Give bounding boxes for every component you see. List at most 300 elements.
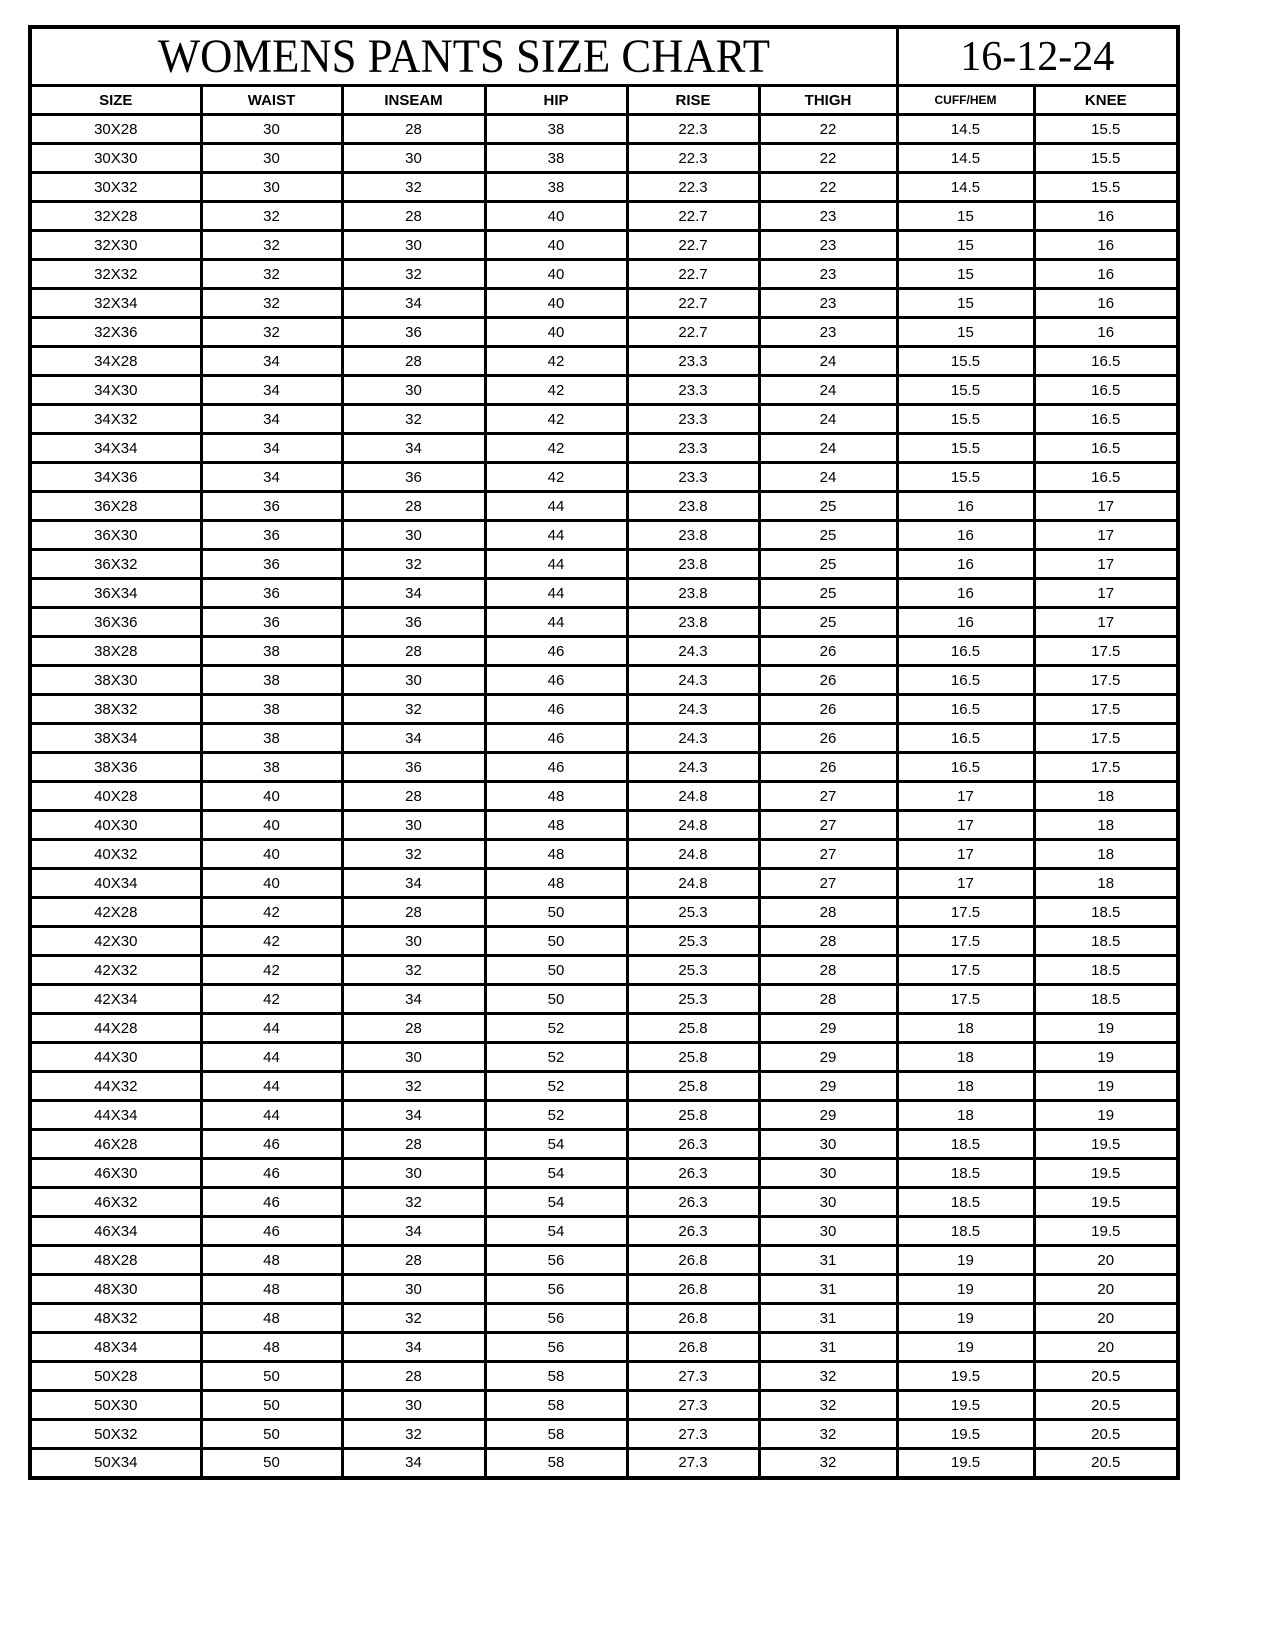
value-cell: 15.5 bbox=[1034, 173, 1178, 202]
value-cell: 31 bbox=[759, 1246, 897, 1275]
value-cell: 34 bbox=[342, 985, 485, 1014]
value-cell: 28 bbox=[342, 115, 485, 144]
value-cell: 30 bbox=[342, 811, 485, 840]
value-cell: 30 bbox=[342, 666, 485, 695]
value-cell: 44 bbox=[485, 579, 627, 608]
value-cell: 23 bbox=[759, 231, 897, 260]
table-row bbox=[30, 202, 1178, 231]
value-cell: 15.5 bbox=[897, 463, 1034, 492]
value-cell: 34 bbox=[342, 1217, 485, 1246]
value-cell: 46 bbox=[485, 637, 627, 666]
value-cell: 32 bbox=[201, 231, 342, 260]
value-cell: 22.3 bbox=[627, 115, 759, 144]
value-cell: 32 bbox=[201, 202, 342, 231]
value-cell: 34 bbox=[201, 347, 342, 376]
value-cell: 44 bbox=[485, 521, 627, 550]
value-cell: 20.5 bbox=[1034, 1449, 1178, 1478]
value-cell: 34 bbox=[342, 869, 485, 898]
value-cell: 29 bbox=[759, 1101, 897, 1130]
value-cell: 24.3 bbox=[627, 666, 759, 695]
value-cell: 42 bbox=[485, 434, 627, 463]
value-cell: 26.8 bbox=[627, 1246, 759, 1275]
value-cell: 56 bbox=[485, 1333, 627, 1362]
value-cell: 31 bbox=[759, 1275, 897, 1304]
value-cell: 25 bbox=[759, 492, 897, 521]
value-cell: 17.5 bbox=[897, 927, 1034, 956]
size-cell: 40X32 bbox=[30, 840, 201, 869]
value-cell: 30 bbox=[342, 231, 485, 260]
value-cell: 50 bbox=[485, 898, 627, 927]
size-cell: 42X34 bbox=[30, 985, 201, 1014]
value-cell: 50 bbox=[201, 1420, 342, 1449]
value-cell: 34 bbox=[342, 1101, 485, 1130]
value-cell: 17.5 bbox=[1034, 724, 1178, 753]
value-cell: 23.3 bbox=[627, 434, 759, 463]
value-cell: 26.3 bbox=[627, 1217, 759, 1246]
value-cell: 30 bbox=[342, 376, 485, 405]
value-cell: 15 bbox=[897, 318, 1034, 347]
value-cell: 24.3 bbox=[627, 695, 759, 724]
value-cell: 42 bbox=[201, 985, 342, 1014]
value-cell: 20 bbox=[1034, 1275, 1178, 1304]
value-cell: 16.5 bbox=[897, 753, 1034, 782]
value-cell: 20 bbox=[1034, 1333, 1178, 1362]
value-cell: 36 bbox=[201, 521, 342, 550]
value-cell: 58 bbox=[485, 1449, 627, 1478]
value-cell: 18.5 bbox=[1034, 927, 1178, 956]
value-cell: 27.3 bbox=[627, 1449, 759, 1478]
size-cell: 48X28 bbox=[30, 1246, 201, 1275]
value-cell: 50 bbox=[201, 1362, 342, 1391]
value-cell: 28 bbox=[342, 492, 485, 521]
value-cell: 16 bbox=[897, 608, 1034, 637]
value-cell: 46 bbox=[485, 695, 627, 724]
value-cell: 28 bbox=[759, 927, 897, 956]
value-cell: 22 bbox=[759, 173, 897, 202]
value-cell: 16 bbox=[1034, 202, 1178, 231]
table-row bbox=[30, 1159, 1178, 1188]
value-cell: 16 bbox=[897, 521, 1034, 550]
value-cell: 19 bbox=[1034, 1072, 1178, 1101]
size-cell: 48X32 bbox=[30, 1304, 201, 1333]
table-row bbox=[30, 1420, 1178, 1449]
value-cell: 34 bbox=[342, 724, 485, 753]
table-row bbox=[30, 1246, 1178, 1275]
table-row bbox=[30, 318, 1178, 347]
value-cell: 40 bbox=[201, 840, 342, 869]
value-cell: 24.8 bbox=[627, 840, 759, 869]
table-row bbox=[30, 1014, 1178, 1043]
value-cell: 32 bbox=[759, 1391, 897, 1420]
value-cell: 23.8 bbox=[627, 550, 759, 579]
value-cell: 22.7 bbox=[627, 260, 759, 289]
value-cell: 26 bbox=[759, 753, 897, 782]
size-cell: 48X30 bbox=[30, 1275, 201, 1304]
value-cell: 14.5 bbox=[897, 115, 1034, 144]
value-cell: 25 bbox=[759, 550, 897, 579]
size-cell: 38X30 bbox=[30, 666, 201, 695]
column-header-thigh: THIGH bbox=[759, 86, 897, 115]
value-cell: 44 bbox=[201, 1101, 342, 1130]
value-cell: 18 bbox=[1034, 869, 1178, 898]
value-cell: 46 bbox=[201, 1130, 342, 1159]
value-cell: 19.5 bbox=[1034, 1217, 1178, 1246]
value-cell: 15.5 bbox=[897, 347, 1034, 376]
value-cell: 16.5 bbox=[897, 666, 1034, 695]
value-cell: 16.5 bbox=[1034, 347, 1178, 376]
size-cell: 44X28 bbox=[30, 1014, 201, 1043]
value-cell: 58 bbox=[485, 1420, 627, 1449]
size-cell: 34X36 bbox=[30, 463, 201, 492]
value-cell: 28 bbox=[759, 956, 897, 985]
value-cell: 32 bbox=[342, 695, 485, 724]
value-cell: 30 bbox=[342, 521, 485, 550]
column-header-hip: HIP bbox=[485, 86, 627, 115]
value-cell: 32 bbox=[201, 260, 342, 289]
value-cell: 30 bbox=[759, 1217, 897, 1246]
size-cell: 34X32 bbox=[30, 405, 201, 434]
size-cell: 48X34 bbox=[30, 1333, 201, 1362]
size-cell: 32X32 bbox=[30, 260, 201, 289]
value-cell: 26.8 bbox=[627, 1275, 759, 1304]
value-cell: 30 bbox=[342, 1043, 485, 1072]
table-row bbox=[30, 666, 1178, 695]
value-cell: 30 bbox=[759, 1159, 897, 1188]
table-row bbox=[30, 173, 1178, 202]
table-row bbox=[30, 1391, 1178, 1420]
value-cell: 30 bbox=[342, 1275, 485, 1304]
value-cell: 44 bbox=[201, 1072, 342, 1101]
value-cell: 42 bbox=[485, 463, 627, 492]
value-cell: 18 bbox=[897, 1101, 1034, 1130]
value-cell: 27.3 bbox=[627, 1362, 759, 1391]
value-cell: 18.5 bbox=[897, 1188, 1034, 1217]
value-cell: 40 bbox=[201, 869, 342, 898]
value-cell: 23.8 bbox=[627, 492, 759, 521]
value-cell: 17.5 bbox=[897, 898, 1034, 927]
value-cell: 17.5 bbox=[897, 956, 1034, 985]
value-cell: 15 bbox=[897, 289, 1034, 318]
value-cell: 19 bbox=[1034, 1101, 1178, 1130]
table-row bbox=[30, 811, 1178, 840]
value-cell: 24.8 bbox=[627, 782, 759, 811]
value-cell: 44 bbox=[485, 550, 627, 579]
value-cell: 27 bbox=[759, 811, 897, 840]
value-cell: 18 bbox=[897, 1043, 1034, 1072]
value-cell: 38 bbox=[485, 144, 627, 173]
value-cell: 56 bbox=[485, 1246, 627, 1275]
size-cell: 50X30 bbox=[30, 1391, 201, 1420]
table-row bbox=[30, 463, 1178, 492]
size-cell: 36X34 bbox=[30, 579, 201, 608]
value-cell: 52 bbox=[485, 1101, 627, 1130]
page-title-text: WOMENS PANTS SIZE CHART bbox=[157, 30, 770, 83]
value-cell: 48 bbox=[201, 1304, 342, 1333]
value-cell: 18.5 bbox=[1034, 898, 1178, 927]
value-cell: 16 bbox=[1034, 318, 1178, 347]
value-cell: 32 bbox=[759, 1449, 897, 1478]
value-cell: 23 bbox=[759, 289, 897, 318]
table-row bbox=[30, 1275, 1178, 1304]
value-cell: 17.5 bbox=[1034, 637, 1178, 666]
size-cell: 46X32 bbox=[30, 1188, 201, 1217]
value-cell: 32 bbox=[342, 550, 485, 579]
table-row bbox=[30, 1362, 1178, 1391]
value-cell: 15 bbox=[897, 260, 1034, 289]
value-cell: 24 bbox=[759, 463, 897, 492]
value-cell: 30 bbox=[759, 1130, 897, 1159]
value-cell: 20.5 bbox=[1034, 1391, 1178, 1420]
value-cell: 46 bbox=[201, 1217, 342, 1246]
value-cell: 14.5 bbox=[897, 173, 1034, 202]
value-cell: 26.3 bbox=[627, 1159, 759, 1188]
value-cell: 24.8 bbox=[627, 811, 759, 840]
value-cell: 34 bbox=[201, 376, 342, 405]
size-cell: 36X32 bbox=[30, 550, 201, 579]
value-cell: 26.8 bbox=[627, 1333, 759, 1362]
value-cell: 19 bbox=[1034, 1014, 1178, 1043]
size-cell: 32X34 bbox=[30, 289, 201, 318]
value-cell: 32 bbox=[759, 1362, 897, 1391]
value-cell: 17.5 bbox=[1034, 666, 1178, 695]
value-cell: 40 bbox=[201, 782, 342, 811]
size-cell: 36X36 bbox=[30, 608, 201, 637]
value-cell: 36 bbox=[201, 492, 342, 521]
value-cell: 17 bbox=[897, 811, 1034, 840]
value-cell: 25.8 bbox=[627, 1014, 759, 1043]
value-cell: 44 bbox=[485, 608, 627, 637]
value-cell: 26.3 bbox=[627, 1188, 759, 1217]
table-row bbox=[30, 724, 1178, 753]
value-cell: 23.3 bbox=[627, 405, 759, 434]
value-cell: 16.5 bbox=[897, 695, 1034, 724]
value-cell: 32 bbox=[342, 1072, 485, 1101]
value-cell: 23.3 bbox=[627, 376, 759, 405]
value-cell: 40 bbox=[485, 260, 627, 289]
value-cell: 50 bbox=[485, 956, 627, 985]
size-cell: 50X34 bbox=[30, 1449, 201, 1478]
value-cell: 32 bbox=[342, 173, 485, 202]
column-header-knee: KNEE bbox=[1034, 86, 1178, 115]
value-cell: 50 bbox=[201, 1449, 342, 1478]
size-cell: 34X28 bbox=[30, 347, 201, 376]
value-cell: 46 bbox=[485, 666, 627, 695]
value-cell: 19 bbox=[897, 1333, 1034, 1362]
table-row bbox=[30, 1449, 1178, 1478]
table-row bbox=[30, 782, 1178, 811]
size-cell: 50X28 bbox=[30, 1362, 201, 1391]
value-cell: 26 bbox=[759, 724, 897, 753]
size-cell: 36X28 bbox=[30, 492, 201, 521]
table-row bbox=[30, 637, 1178, 666]
value-cell: 20.5 bbox=[1034, 1362, 1178, 1391]
value-cell: 32 bbox=[201, 289, 342, 318]
table-row bbox=[30, 579, 1178, 608]
value-cell: 17 bbox=[1034, 579, 1178, 608]
value-cell: 36 bbox=[201, 579, 342, 608]
value-cell: 16 bbox=[1034, 231, 1178, 260]
value-cell: 42 bbox=[201, 927, 342, 956]
size-chart-table bbox=[28, 25, 1180, 1480]
value-cell: 34 bbox=[342, 434, 485, 463]
table-row bbox=[30, 898, 1178, 927]
value-cell: 18.5 bbox=[1034, 956, 1178, 985]
column-header-waist: WAIST bbox=[201, 86, 342, 115]
value-cell: 24.3 bbox=[627, 753, 759, 782]
table-row bbox=[30, 1217, 1178, 1246]
value-cell: 25.8 bbox=[627, 1101, 759, 1130]
value-cell: 36 bbox=[342, 753, 485, 782]
value-cell: 28 bbox=[342, 898, 485, 927]
size-cell: 46X30 bbox=[30, 1159, 201, 1188]
table-row bbox=[30, 840, 1178, 869]
value-cell: 30 bbox=[342, 927, 485, 956]
value-cell: 56 bbox=[485, 1275, 627, 1304]
value-cell: 15.5 bbox=[897, 405, 1034, 434]
size-cell: 34X34 bbox=[30, 434, 201, 463]
table-row bbox=[30, 956, 1178, 985]
value-cell: 40 bbox=[485, 231, 627, 260]
value-cell: 38 bbox=[485, 115, 627, 144]
table-row bbox=[30, 260, 1178, 289]
table-row bbox=[30, 289, 1178, 318]
value-cell: 23 bbox=[759, 202, 897, 231]
value-cell: 27.3 bbox=[627, 1420, 759, 1449]
value-cell: 48 bbox=[485, 840, 627, 869]
value-cell: 50 bbox=[485, 927, 627, 956]
value-cell: 25.8 bbox=[627, 1072, 759, 1101]
value-cell: 25 bbox=[759, 579, 897, 608]
value-cell: 22.3 bbox=[627, 144, 759, 173]
size-cell: 42X28 bbox=[30, 898, 201, 927]
table-row bbox=[30, 1130, 1178, 1159]
value-cell: 38 bbox=[201, 695, 342, 724]
value-cell: 28 bbox=[342, 1362, 485, 1391]
value-cell: 16 bbox=[1034, 289, 1178, 318]
value-cell: 24 bbox=[759, 434, 897, 463]
chart-date: 16-12-24 bbox=[897, 27, 1178, 86]
table-row bbox=[30, 550, 1178, 579]
value-cell: 16 bbox=[897, 492, 1034, 521]
size-cell: 50X32 bbox=[30, 1420, 201, 1449]
value-cell: 19 bbox=[897, 1304, 1034, 1333]
value-cell: 46 bbox=[201, 1188, 342, 1217]
size-cell: 44X32 bbox=[30, 1072, 201, 1101]
size-cell: 32X28 bbox=[30, 202, 201, 231]
table-row bbox=[30, 927, 1178, 956]
size-cell: 38X34 bbox=[30, 724, 201, 753]
value-cell: 18.5 bbox=[1034, 985, 1178, 1014]
value-cell: 38 bbox=[201, 724, 342, 753]
value-cell: 34 bbox=[201, 434, 342, 463]
table-row bbox=[30, 376, 1178, 405]
value-cell: 27 bbox=[759, 869, 897, 898]
value-cell: 17.5 bbox=[1034, 753, 1178, 782]
value-cell: 16 bbox=[897, 579, 1034, 608]
value-cell: 54 bbox=[485, 1130, 627, 1159]
size-cell: 30X28 bbox=[30, 115, 201, 144]
value-cell: 24 bbox=[759, 376, 897, 405]
value-cell: 52 bbox=[485, 1043, 627, 1072]
value-cell: 19.5 bbox=[897, 1362, 1034, 1391]
size-cell: 38X36 bbox=[30, 753, 201, 782]
size-cell: 42X30 bbox=[30, 927, 201, 956]
value-cell: 42 bbox=[485, 405, 627, 434]
table-row bbox=[30, 1188, 1178, 1217]
value-cell: 38 bbox=[485, 173, 627, 202]
value-cell: 34 bbox=[201, 463, 342, 492]
size-cell: 44X34 bbox=[30, 1101, 201, 1130]
table-row bbox=[30, 144, 1178, 173]
table-row bbox=[30, 405, 1178, 434]
table-row bbox=[30, 695, 1178, 724]
value-cell: 32 bbox=[201, 318, 342, 347]
value-cell: 17.5 bbox=[897, 985, 1034, 1014]
value-cell: 17 bbox=[1034, 521, 1178, 550]
value-cell: 38 bbox=[201, 637, 342, 666]
value-cell: 22 bbox=[759, 144, 897, 173]
value-cell: 32 bbox=[342, 1420, 485, 1449]
size-cell: 30X30 bbox=[30, 144, 201, 173]
value-cell: 54 bbox=[485, 1188, 627, 1217]
value-cell: 31 bbox=[759, 1333, 897, 1362]
value-cell: 18.5 bbox=[897, 1217, 1034, 1246]
value-cell: 25 bbox=[759, 608, 897, 637]
size-cell: 32X36 bbox=[30, 318, 201, 347]
value-cell: 19 bbox=[897, 1275, 1034, 1304]
value-cell: 16 bbox=[1034, 260, 1178, 289]
value-cell: 20 bbox=[1034, 1246, 1178, 1275]
table-row bbox=[30, 1333, 1178, 1362]
value-cell: 52 bbox=[485, 1014, 627, 1043]
value-cell: 24 bbox=[759, 405, 897, 434]
size-cell: 40X28 bbox=[30, 782, 201, 811]
table-row bbox=[30, 1304, 1178, 1333]
table-body bbox=[30, 115, 1178, 1478]
value-cell: 25.3 bbox=[627, 985, 759, 1014]
value-cell: 30 bbox=[201, 173, 342, 202]
value-cell: 27 bbox=[759, 840, 897, 869]
value-cell: 28 bbox=[342, 347, 485, 376]
value-cell: 15.5 bbox=[897, 376, 1034, 405]
value-cell: 20.5 bbox=[1034, 1420, 1178, 1449]
value-cell: 17 bbox=[1034, 608, 1178, 637]
value-cell: 50 bbox=[485, 985, 627, 1014]
value-cell: 30 bbox=[342, 144, 485, 173]
value-cell: 24.8 bbox=[627, 869, 759, 898]
value-cell: 23 bbox=[759, 318, 897, 347]
value-cell: 48 bbox=[485, 782, 627, 811]
value-cell: 26 bbox=[759, 666, 897, 695]
value-cell: 14.5 bbox=[897, 144, 1034, 173]
value-cell: 22.7 bbox=[627, 318, 759, 347]
value-cell: 28 bbox=[342, 1246, 485, 1275]
value-cell: 32 bbox=[342, 1188, 485, 1217]
value-cell: 25.8 bbox=[627, 1043, 759, 1072]
value-cell: 18.5 bbox=[897, 1130, 1034, 1159]
value-cell: 46 bbox=[485, 724, 627, 753]
value-cell: 27.3 bbox=[627, 1391, 759, 1420]
value-cell: 40 bbox=[485, 318, 627, 347]
value-cell: 30 bbox=[342, 1159, 485, 1188]
value-cell: 32 bbox=[759, 1420, 897, 1449]
value-cell: 19 bbox=[897, 1246, 1034, 1275]
value-cell: 30 bbox=[201, 144, 342, 173]
value-cell: 16.5 bbox=[897, 724, 1034, 753]
value-cell: 19.5 bbox=[1034, 1130, 1178, 1159]
size-cell: 36X30 bbox=[30, 521, 201, 550]
value-cell: 20 bbox=[1034, 1304, 1178, 1333]
